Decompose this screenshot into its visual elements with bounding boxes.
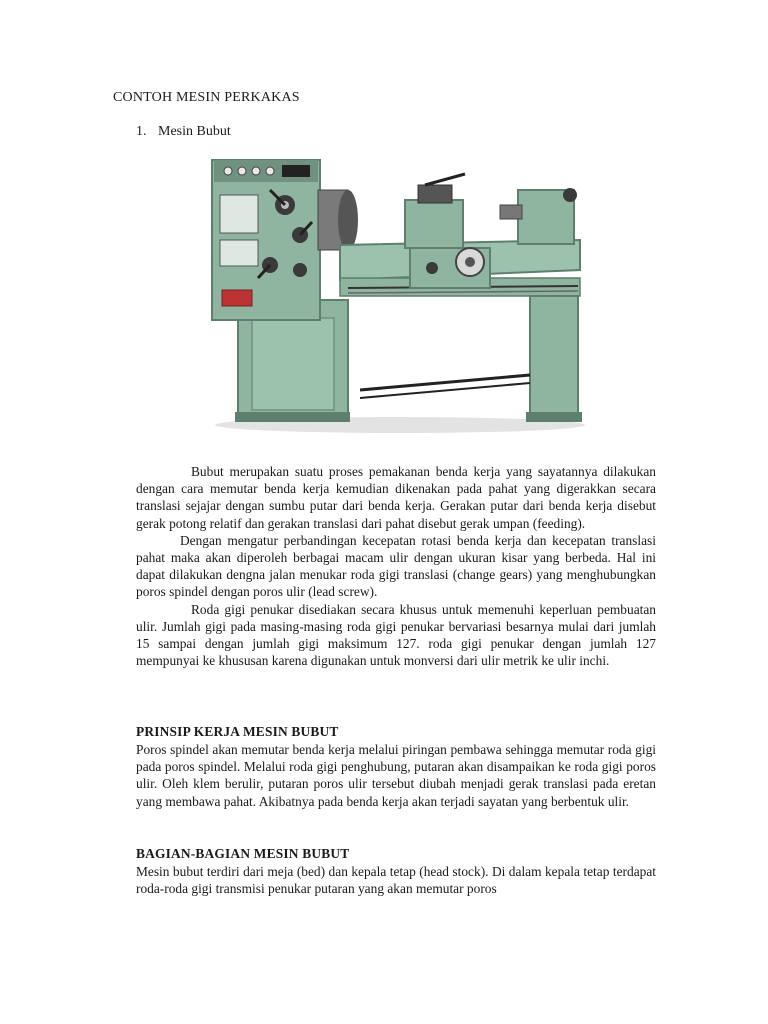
paragraph-2: Dengan mengatur perbandingan kecepatan rotasi benda kerja dan kecepatan translasi pahat maka akan diperoleh berbagai macam ulir dengan ukuran kisar yang berbeda. Hal ini dapat dilakukan dengna jalan menukar roda gigi translasi (change gears) yang menghubungkan poros spindel dengan poros ulir (lead screw). — [136, 532, 656, 600]
paragraph-1: Bubut merupakan suatu proses pemakanan benda kerja yang sayatannya dilakukan dengan cara memutar benda kerja kemudian dikenakan pada pahat yang digerakkan secara translasi sejajar dengan sumbu putar dari benda kerja. Gerakan putar dari benda kerja disebut gerak potong relatif dan gerakan translasi dari pahat disebut gerak umpan (feeding). — [136, 464, 656, 531]
paragraph-3: Roda gigi penukar disediakan secara khusus untuk memenuhi keperluan pembuatan ulir. Jumlah gigi pada masing-masing roda gigi penukar bervariasi besarnya mulai dari jumlah 15 sampai dengan jumlah gigi maksimum 127. roda gigi penukar dengan jumlah 127 mempunyai ke khususan karena digunakan untuk monversi dari ulir metrik ke ulir inchi. — [136, 601, 656, 669]
page-title: CONTOH MESIN PERKAKAS — [113, 90, 300, 105]
section-heading-prinsip: PRINSIP KERJA MESIN BUBUT — [136, 724, 339, 739]
intro-paragraphs — [136, 463, 656, 669]
lathe-machine-image — [200, 150, 590, 440]
list-label: Mesin Bubut — [158, 124, 231, 139]
section-text-prinsip — [136, 741, 656, 810]
paragraph-bagian: Mesin bubut terdiri dari meja (bed) dan kepala tetap (head stock). Di dalam kepala tetap terdapat roda-roda gigi transmisi penukar putaran yang akan memutar poros — [136, 864, 656, 897]
paragraph-prinsip: Poros spindel akan memutar benda kerja melalui piringan pembawa sehingga memutar roda gigi pada poros spindel. Melalui roda gigi penghubung, putaran akan disampaikan ke roda gigi poros ulir. Oleh klem berulir, putaran poros ulir tersebut diubah menjadi gerak translasi pada eretan yang membawa pahat. Akibatnya pada benda kerja akan terjadi sayatan yang berbentuk ulir. — [136, 742, 656, 809]
list-number: 1. — [136, 124, 147, 139]
section-text-bagian — [136, 863, 656, 897]
section-heading-bagian: BAGIAN-BAGIAN MESIN BUBUT — [136, 846, 350, 861]
list-item-lathe — [136, 124, 231, 140]
